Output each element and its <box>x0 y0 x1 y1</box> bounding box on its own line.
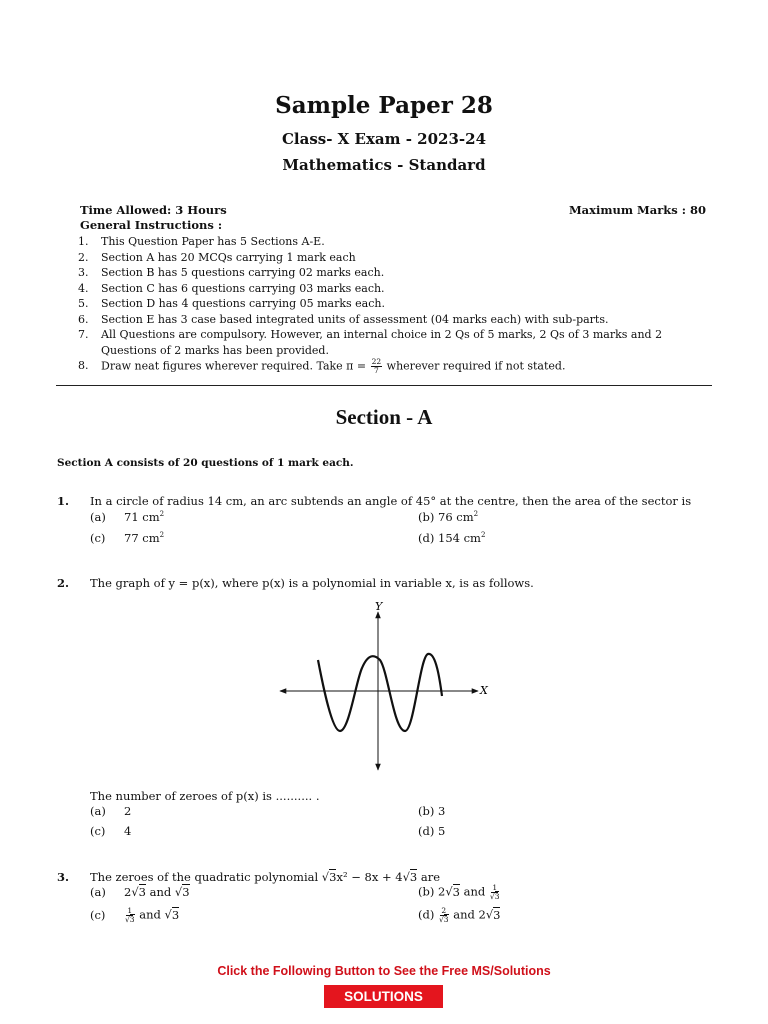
class-exam-subtitle: Class- X Exam - 2023-24 <box>281 130 487 148</box>
polynomial-terms: x² − 8x + 4 <box>336 870 403 884</box>
option-label: (b) <box>418 804 435 818</box>
instruction-text-part: Draw neat figures wherever required. Take π = <box>101 359 367 373</box>
instruction-text: Section A has 20 MCQs carrying 1 mark each <box>101 250 356 264</box>
option-superscript: 2 <box>159 531 165 540</box>
instruction-number: 7. <box>78 328 89 341</box>
option-b <box>418 510 478 524</box>
instruction-number: 6. <box>78 312 89 326</box>
solutions-cta-text: Click the Following Button to See the Free MS/Solutions <box>217 964 551 978</box>
fraction-numerator: 1 <box>492 883 498 892</box>
option-superscript: 2 <box>473 510 479 519</box>
option-value: 2 <box>478 907 486 922</box>
pi-fraction <box>371 358 383 375</box>
instruction-text: This Question Paper has 5 Sections A-E. <box>101 235 325 248</box>
option-a <box>90 510 164 524</box>
option-label: (b) <box>418 884 435 899</box>
fraction-denominator: √3 <box>439 915 449 924</box>
option-b <box>418 804 445 818</box>
radicand: 3 <box>409 870 418 884</box>
option-label: (d) <box>418 531 435 545</box>
solutions-button[interactable]: SOLUTIONS <box>324 985 443 1008</box>
instruction-item <box>78 250 718 266</box>
option-conjunction: and <box>139 907 161 922</box>
instruction-item <box>78 234 718 250</box>
instruction-number: 1. <box>78 235 89 248</box>
instruction-text <box>101 358 718 375</box>
instruction-item <box>78 327 718 358</box>
option-fraction <box>490 884 500 901</box>
option-value: 5 <box>438 824 446 838</box>
option-value: 2 <box>438 884 446 899</box>
time-allowed: Time Allowed: 3 Hours <box>80 203 227 217</box>
fraction-numerator: 1 <box>127 906 133 915</box>
option-a <box>90 804 131 818</box>
option-value: 2 <box>124 804 132 818</box>
radicand: 3 <box>171 907 180 922</box>
polynomial-graph <box>270 596 500 776</box>
radicand: 3 <box>493 907 501 922</box>
question-text: The zeroes of the quadratic polynomial √3x² − 8x + 4√3 are <box>90 870 441 884</box>
instruction-text-part: wherever required if not stated. <box>386 359 566 373</box>
option-conjunction: and <box>149 885 172 899</box>
option-a: (a) 2√3 and √3 <box>90 885 190 899</box>
question-number: 1. <box>57 494 70 508</box>
fraction-numerator: 2 <box>441 906 447 915</box>
y-axis-label: Y <box>375 600 383 613</box>
instruction-item <box>78 296 718 312</box>
fraction-denominator: √3 <box>489 892 500 901</box>
radicand: 3 <box>329 870 337 884</box>
radicand: 3 <box>182 885 190 899</box>
instruction-number: 2. <box>78 250 89 264</box>
section-title: Section - A <box>335 405 433 429</box>
instruction-item <box>78 312 718 328</box>
instruction-number: 4. <box>78 281 89 295</box>
question-text-part: The zeroes of the quadratic polynomial <box>90 870 319 884</box>
option-fraction <box>125 907 135 924</box>
option-label: (d) <box>418 824 435 838</box>
instruction-text: All Questions are compulsory. However, an internal choice in 2 Qs of 5 marks, 2 Qs of 3 marks and 2 Questions of 2 marks has been provided. <box>101 328 663 357</box>
subject-subtitle: Mathematics - Standard <box>282 156 486 174</box>
option-label: (a) <box>90 804 106 818</box>
question-text: The graph of y = p(x), where p(x) is a polynomial in variable x, is as follows. <box>90 576 534 590</box>
radicand: 3 <box>129 915 135 924</box>
fraction-denominator: 7 <box>374 366 379 375</box>
instruction-number: 5. <box>78 297 89 310</box>
instruction-text: Section D has 4 questions carrying 05 marks each. <box>101 297 385 310</box>
instructions-list <box>78 234 718 375</box>
instruction-item <box>78 265 718 281</box>
option-value: 4 <box>124 824 132 838</box>
option-c: (c) $\frac{1}{√3}$ and √3 <box>90 906 180 924</box>
option-conjunction: and <box>463 884 486 899</box>
radicand: 3 <box>138 885 146 899</box>
section-divider <box>56 385 712 386</box>
option-value: 154 cm <box>438 531 481 545</box>
option-label: (d) <box>418 907 435 922</box>
instruction-text: Section B has 5 questions carrying 02 marks each. <box>101 266 385 279</box>
instruction-item <box>78 281 718 297</box>
fraction-numerator: 22 <box>371 357 382 366</box>
general-instructions-heading: General Instructions : <box>80 218 223 232</box>
option-value: 77 cm <box>124 531 160 545</box>
option-superscript: 2 <box>480 531 486 540</box>
fraction-denominator: √3 <box>125 915 135 924</box>
question-text-part: are <box>420 870 441 884</box>
option-conjunction: and <box>453 907 475 922</box>
instruction-text: Section E has 3 case based integrated units of assessment (04 marks each) with sub-parts. <box>101 312 609 326</box>
instruction-number: 3. <box>78 266 89 279</box>
option-label: (a) <box>90 885 106 899</box>
option-c <box>90 531 164 545</box>
option-label: (c) <box>90 907 106 922</box>
option-b: (b) 2√3 and $\frac{1}{√3}$ <box>418 883 500 901</box>
option-label: (b) <box>418 510 435 524</box>
option-label: (a) <box>90 510 106 524</box>
option-value: 76 cm <box>438 510 474 524</box>
question-number: 2. <box>57 576 70 590</box>
instruction-number: 8. <box>78 359 89 372</box>
paper-title: Sample Paper 28 <box>275 92 493 119</box>
radicand: 3 <box>452 884 460 899</box>
option-label: (c) <box>90 824 106 838</box>
option-d <box>418 824 445 838</box>
question-number: 3. <box>57 870 70 884</box>
radicand: 3 <box>494 892 500 901</box>
radicand: 3 <box>443 915 449 924</box>
option-superscript: 2 <box>159 510 165 519</box>
maximum-marks: Maximum Marks : 80 <box>568 203 706 217</box>
x-axis-label: X <box>480 684 488 697</box>
question-text: In a circle of radius 14 cm, an arc subtends an angle of 45° at the centre, then the area of the sector is <box>90 494 692 508</box>
option-d: (d) $\frac{2}{√3}$ and 2√3 <box>418 906 501 924</box>
option-value: 3 <box>438 804 446 818</box>
instruction-item <box>78 358 718 375</box>
instruction-text: Section C has 6 questions carrying 03 marks each. <box>101 281 385 295</box>
option-value: 71 cm <box>124 510 160 524</box>
question-prompt: The number of zeroes of p(x) is .......... . <box>90 789 320 803</box>
option-c <box>90 824 131 838</box>
polynomial-curve <box>318 654 442 731</box>
option-fraction <box>439 907 449 924</box>
option-d <box>418 531 485 545</box>
option-value: 2 <box>124 885 132 899</box>
option-label: (c) <box>90 531 106 545</box>
section-note: Section A consists of 20 questions of 1 mark each. <box>57 457 354 469</box>
